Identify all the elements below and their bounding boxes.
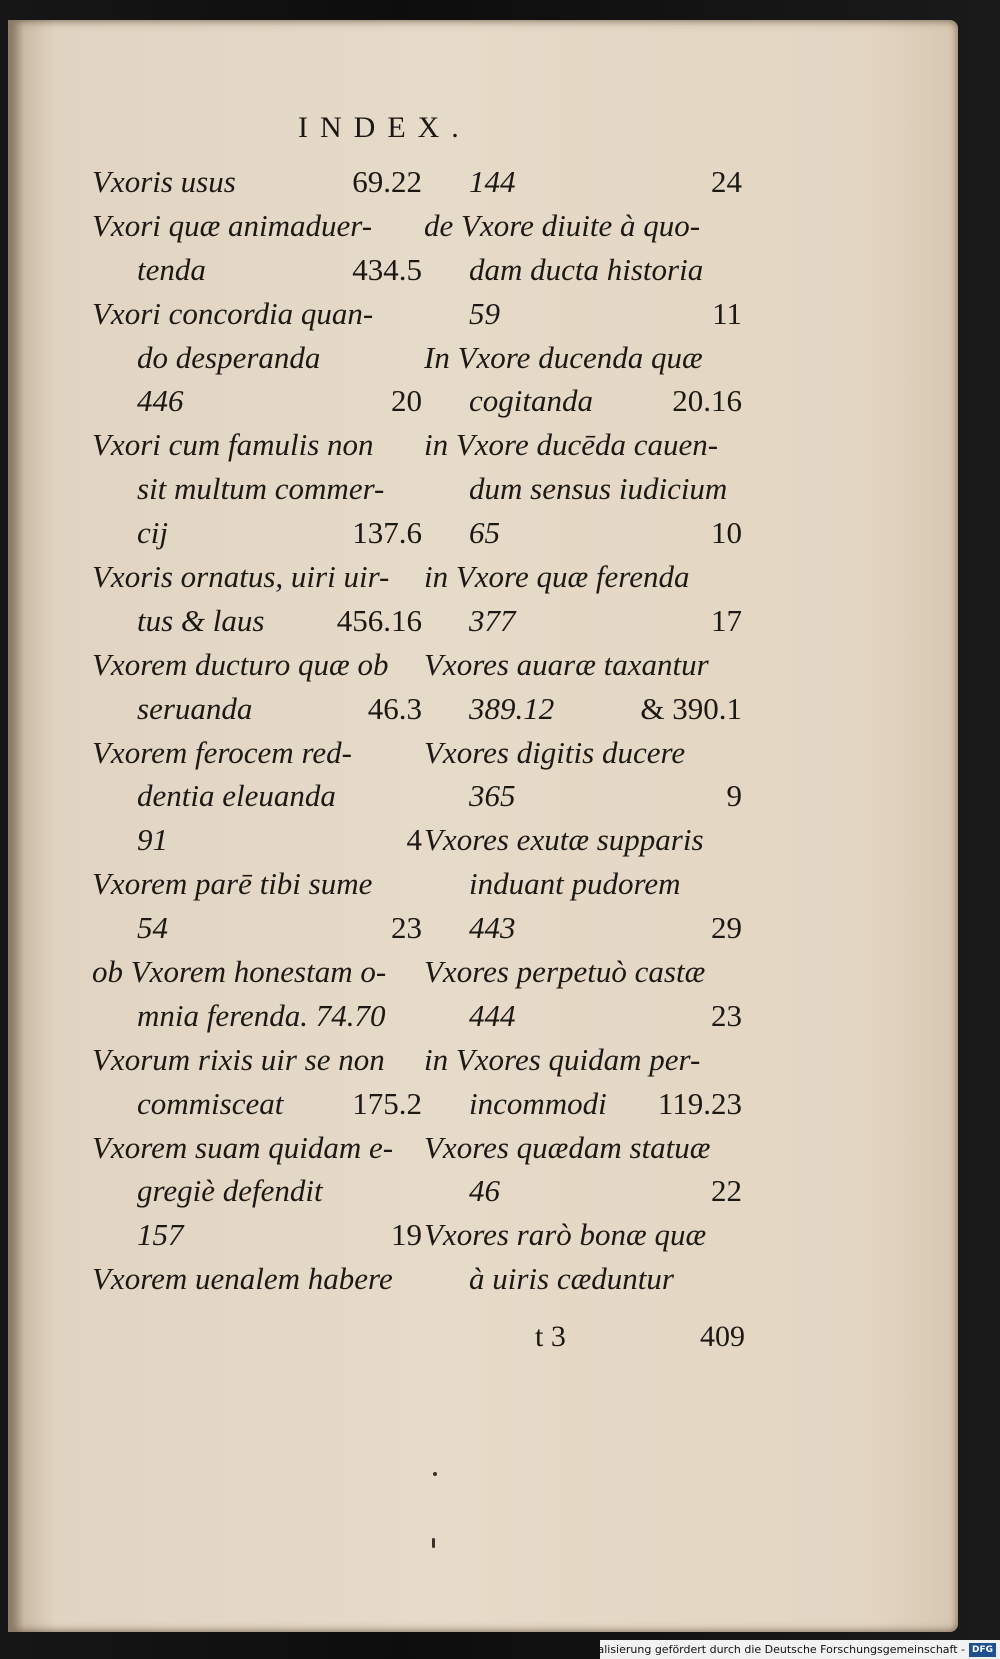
index-entry-page-ref: 19 — [391, 1217, 422, 1253]
index-entry-text: à uiris cæduntur — [469, 1261, 674, 1297]
index-entry-text: tus & laus — [137, 602, 265, 638]
index-entry-line — [424, 248, 742, 292]
index-entry-text: Vxori concordia quan- — [92, 295, 374, 331]
index-entry-text: Vxorem parē tibi sume — [92, 866, 373, 902]
index-entry-line — [92, 687, 422, 731]
index-entry-text: Vxores auaræ taxantur — [424, 646, 709, 682]
index-entry-text: cogitanda — [469, 383, 593, 419]
index-entry-line — [424, 204, 742, 248]
index-entry-page-ref: 10 — [711, 515, 742, 551]
index-entry-text: in Vxores quidam per- — [424, 1041, 701, 1077]
index-column-left — [92, 160, 422, 1301]
index-entry-line — [92, 906, 422, 950]
page-number: 409 — [700, 1320, 745, 1353]
index-entry-text: 46 — [469, 1173, 500, 1209]
digitization-credit: Digitalisierung gefördert durch die Deutsche Forschungsgemeinschaft - — [571, 1643, 965, 1656]
index-entry-page-ref: 69.22 — [352, 164, 422, 199]
index-entry-line — [424, 818, 742, 862]
index-entry-text: in Vxore quæ ferenda — [424, 559, 690, 595]
index-entry-line — [424, 731, 742, 775]
index-entry-line — [424, 1213, 742, 1257]
index-entry-text: Vxoris ornatus, uiri uir- — [92, 559, 390, 595]
index-entry-text: Vxores quædam statuæ — [424, 1129, 711, 1165]
index-entry-page-ref: 434.5 — [352, 251, 422, 287]
index-entry-page-ref: 137.6 — [352, 515, 422, 551]
index-entry-line — [424, 555, 742, 599]
index-entry-line — [424, 467, 742, 511]
index-entry-text: incommodi — [469, 1085, 607, 1121]
index-entry-text: 377 — [469, 602, 516, 638]
index-entry-text: 157 — [137, 1217, 184, 1253]
index-entry-line — [92, 643, 422, 687]
index-entry-page-ref: 456.16 — [336, 602, 422, 638]
index-entry-text: 443 — [469, 910, 516, 946]
index-entry-line — [92, 599, 422, 643]
index-entry-text: 389.12 — [469, 690, 555, 726]
index-column-right — [424, 160, 742, 1301]
index-entry-line — [92, 511, 422, 555]
index-entry-line — [92, 1126, 422, 1170]
index-entry-text: do desperanda — [137, 339, 321, 375]
index-entry-text: Vxorum rixis uir se non — [92, 1041, 385, 1077]
index-entry-page-ref: 20.16 — [672, 383, 742, 419]
index-entry-line — [424, 906, 742, 950]
index-entry-text: in Vxore ducēda cauen- — [424, 427, 719, 463]
index-entry-line — [424, 1257, 742, 1301]
index-entry-text: ob Vxorem honestam o- — [92, 954, 387, 990]
index-entry-line — [424, 336, 742, 380]
page-gutter-shadow — [8, 20, 24, 1632]
index-entry-text: 59 — [469, 295, 500, 331]
index-entry-text: Vxori quæ animaduer- — [92, 207, 373, 243]
index-entry-text: 91 — [137, 822, 168, 858]
index-entry-text: Vxores exutæ supparis — [424, 822, 704, 858]
index-entry-text: 444 — [469, 997, 516, 1033]
index-entry-text: 54 — [137, 910, 168, 946]
index-entry-line — [92, 1169, 422, 1213]
index-entry-line — [424, 511, 742, 555]
index-entry-line — [92, 379, 422, 423]
index-entry-text: sit multum commer- — [137, 471, 385, 507]
index-entry-line — [424, 1169, 742, 1213]
index-entry-line — [424, 1038, 742, 1082]
index-entry-text: 65 — [469, 515, 500, 551]
index-entry-line — [92, 1038, 422, 1082]
index-entry-text: Vxoris usus — [92, 164, 236, 199]
digitization-credit-bar — [571, 1640, 1000, 1659]
index-entry-page-ref: 24 — [711, 164, 742, 199]
index-entry-line — [424, 774, 742, 818]
index-entry-text: tenda — [137, 251, 206, 287]
index-entry-page-ref: 175.2 — [352, 1085, 422, 1121]
index-entry-line — [92, 292, 422, 336]
index-entry-text: dum sensus iudicium — [469, 471, 728, 507]
index-entry-text: gregiè defendit — [137, 1173, 323, 1209]
index-entry-text: Vxorem suam quidam e- — [92, 1129, 394, 1165]
index-entry-line — [92, 160, 422, 204]
index-entry-line — [424, 379, 742, 423]
page-footer-line — [535, 1320, 745, 1360]
index-entry-line — [424, 1082, 742, 1126]
index-entry-text: Vxores perpetuò castæ — [424, 954, 706, 990]
index-entry-line — [424, 423, 742, 467]
index-entry-text: induant pudorem — [469, 866, 681, 902]
index-entry-line — [92, 1257, 422, 1301]
index-entry-text: Vxores digitis ducere — [424, 734, 686, 770]
signature-mark: t 3 — [535, 1320, 566, 1353]
index-entry-line — [424, 950, 742, 994]
running-title: INDEX. — [298, 111, 471, 144]
index-entry-line — [92, 1082, 422, 1126]
index-entry-text: In Vxore ducenda quæ — [424, 339, 703, 375]
index-entry-text: dentia eleuanda — [137, 778, 336, 814]
index-entry-page-ref: 11 — [712, 295, 742, 331]
index-entry-text: commisceat — [137, 1085, 284, 1121]
index-entry-text: 365 — [469, 778, 516, 814]
index-entry-page-ref: 9 — [726, 778, 742, 814]
index-entry-line — [424, 862, 742, 906]
index-entry-page-ref: 20 — [391, 383, 422, 419]
index-entry-line — [424, 160, 742, 204]
index-entry-page-ref: & 390.1 — [640, 690, 742, 726]
index-entry-line — [92, 423, 422, 467]
index-entry-line — [424, 599, 742, 643]
index-entry-page-ref: 4 — [406, 822, 422, 858]
index-entry-text: Vxorem uenalem habere — [92, 1261, 393, 1297]
index-entry-text: Vxorem ducturo quæ ob — [92, 646, 389, 682]
dfg-logo: DFG — [969, 1643, 996, 1657]
index-entry-page-ref: 29 — [711, 910, 742, 946]
index-entry-line — [424, 643, 742, 687]
paper-speck — [432, 1538, 435, 1548]
index-entry-line — [424, 994, 742, 1038]
paper-speck — [433, 1472, 437, 1476]
index-entry-line — [92, 1213, 422, 1257]
index-entry-text: cij — [137, 515, 168, 551]
index-entry-page-ref: 23 — [391, 910, 422, 946]
index-entry-page-ref: 23 — [711, 997, 742, 1033]
index-entry-text: dam ducta historia — [469, 251, 704, 287]
index-entry-text: Vxores rarò bonæ quæ — [424, 1217, 707, 1253]
index-entry-text: Vxori cum famulis non — [92, 427, 374, 463]
index-entry-text: Vxorem ferocem red- — [92, 734, 352, 770]
index-entry-line — [424, 687, 742, 731]
index-entry-line — [92, 336, 422, 380]
index-entry-line — [92, 248, 422, 292]
index-entry-line — [92, 731, 422, 775]
index-entry-line — [424, 292, 742, 336]
index-entry-line — [92, 555, 422, 599]
index-entry-page-ref: 17 — [711, 602, 742, 638]
index-entry-page-ref: 22 — [711, 1173, 742, 1209]
index-entry-text: 144 — [469, 164, 516, 199]
index-entry-line — [92, 818, 422, 862]
index-entry-line — [92, 204, 422, 248]
index-entry-line — [92, 467, 422, 511]
index-entry-text: 446 — [137, 383, 184, 419]
index-entry-text: mnia ferenda. 74.70 — [137, 997, 386, 1033]
index-entry-line — [424, 1126, 742, 1170]
index-entry-page-ref: 46.3 — [367, 690, 422, 726]
index-entry-page-ref: 119.23 — [657, 1085, 742, 1121]
index-entry-text: seruanda — [137, 690, 253, 726]
index-entry-text: de Vxore diuite à quo- — [424, 207, 701, 243]
index-entry-line — [92, 994, 422, 1038]
index-entry-line — [92, 862, 422, 906]
index-entry-line — [92, 774, 422, 818]
index-entry-line — [92, 950, 422, 994]
